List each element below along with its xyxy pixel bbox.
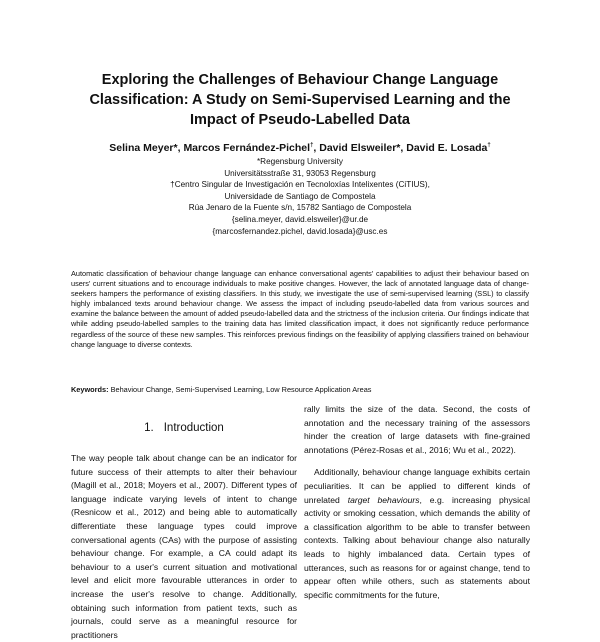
- keywords-text: Behaviour Change, Semi-Supervised Learning, Low Resource Application Areas: [110, 385, 372, 394]
- paragraph-text: , e.g. increasing physical activity or smoking cessation, which demands the ability of a classification algorithm to be able to transfer between contexts. Talking about behaviour change also naturally leads to highly imbalanced data. Certain types of utterances, such as reasons for or against change, tend to appear often while others, such as statements about specific commitments for the future,: [304, 494, 531, 600]
- abstract: Automatic classification of behaviour change language can enhance conversational agents' capabilities to adjust their behaviour based on users' current situations and to encourage individuals to make positive changes. However, the lack of annotated language data of change-seekers hampers the performance of existing classifiers. In this study, we investigate the use of semi-supervised learning (SSL) to classify highly imbalanced texts around behaviour change. We assess the impact of including pseudo-labelled data from various sources and examine the balance between the amount of added pseudo-labelled data and the strictness of the inclusion criteria. Our findings indicate that while adding pseudo-labelled samples to the training data has limited classification impact, it does not significantly reduce performance regardless of the source of these new samples. This reinforces previous findings on the feasibility of applying classifiers trained on behaviour change language to diverse contexts.: [71, 269, 529, 349]
- keywords: [71, 385, 529, 395]
- left-column: [71, 452, 297, 642]
- title-line: Classification: A Study on Semi-Supervised Learning and the: [89, 92, 511, 108]
- paragraph-text: Additionally, behaviour change language exhibits certain peculiarities. It can be applied to different kinds of unrelated: [304, 467, 530, 505]
- affiliation-line: †Centro Singular de Investigación en Tecnoloxías Intelixentes (CiTIUS),: [170, 180, 430, 190]
- affiliation-line: Universidade de Santiago de Compostela: [224, 191, 376, 201]
- author-name: David E. Losada: [406, 142, 488, 154]
- author-list: Selina Meyer*, Marcos Fernández-Pichel†, David Elsweiler*, David E. Losada†: [109, 142, 491, 154]
- keywords-label: Keywords:: [71, 385, 109, 394]
- intro-paragraph: rally limits the size of the data. Second, the costs of annotation and the necessary training of the assessors hinder the creation of large datasets with fine-grained annotations (Pérez-Rosas et al., 2016; Wu et al., 2022).: [304, 404, 530, 455]
- author-name: David Elsweiler: [319, 142, 397, 154]
- right-column: [304, 403, 530, 602]
- paper-title: [40, 70, 560, 130]
- affiliations: [40, 156, 560, 237]
- intro-paragraph: The way people talk about change can be an indicator for future success of their attempts to alter their behaviour (Magill et al., 2018; Moyers et al., 2007). Different types of language indicate varying levels of intent to change (Resnicow et al., 2012) and being able to automatically differentiate these language types could improve conversational agents (CAs) with the purpose of assisting behaviour change. For example, a CA could adapt its behaviour to a user's current situation and motivational level and elicit more favourable utterances in order to increase the user's resolve to change. Additionally, obtaining such information from patient texts, such as journals, could serve as a meaningful resource for practitioners: [71, 453, 297, 640]
- author-mark: *: [173, 142, 178, 154]
- author-name: Marcos Fernández-Pichel: [183, 142, 311, 154]
- intro-paragraph: [304, 466, 530, 602]
- section-title: Introduction: [163, 422, 224, 434]
- title-line: Impact of Pseudo-Labelled Data: [190, 112, 410, 128]
- title-line: Exploring the Challenges of Behaviour Change Language: [101, 72, 499, 88]
- affiliation-line: Rúa Jenaro de la Fuente s/n, 15782 Santiago de Compostela: [188, 203, 412, 213]
- affiliation-line: Universitätsstraße 31, 93053 Regensburg: [224, 168, 376, 178]
- section-heading: [71, 421, 297, 435]
- affiliation-line: *Regensburg University: [256, 157, 343, 166]
- affiliation-email: {marcosfernandez.pichel, david.losada}@usc.es: [212, 226, 388, 236]
- author-mark: *: [396, 142, 401, 154]
- italic-term: target behaviours: [347, 494, 420, 505]
- author-name: Selina Meyer: [109, 142, 174, 154]
- author-mark: †: [310, 142, 314, 149]
- author-mark: †: [487, 142, 491, 149]
- section-number: 1.: [144, 422, 154, 434]
- affiliation-email: {selina.meyer, david.elsweiler}@ur.de: [231, 214, 369, 224]
